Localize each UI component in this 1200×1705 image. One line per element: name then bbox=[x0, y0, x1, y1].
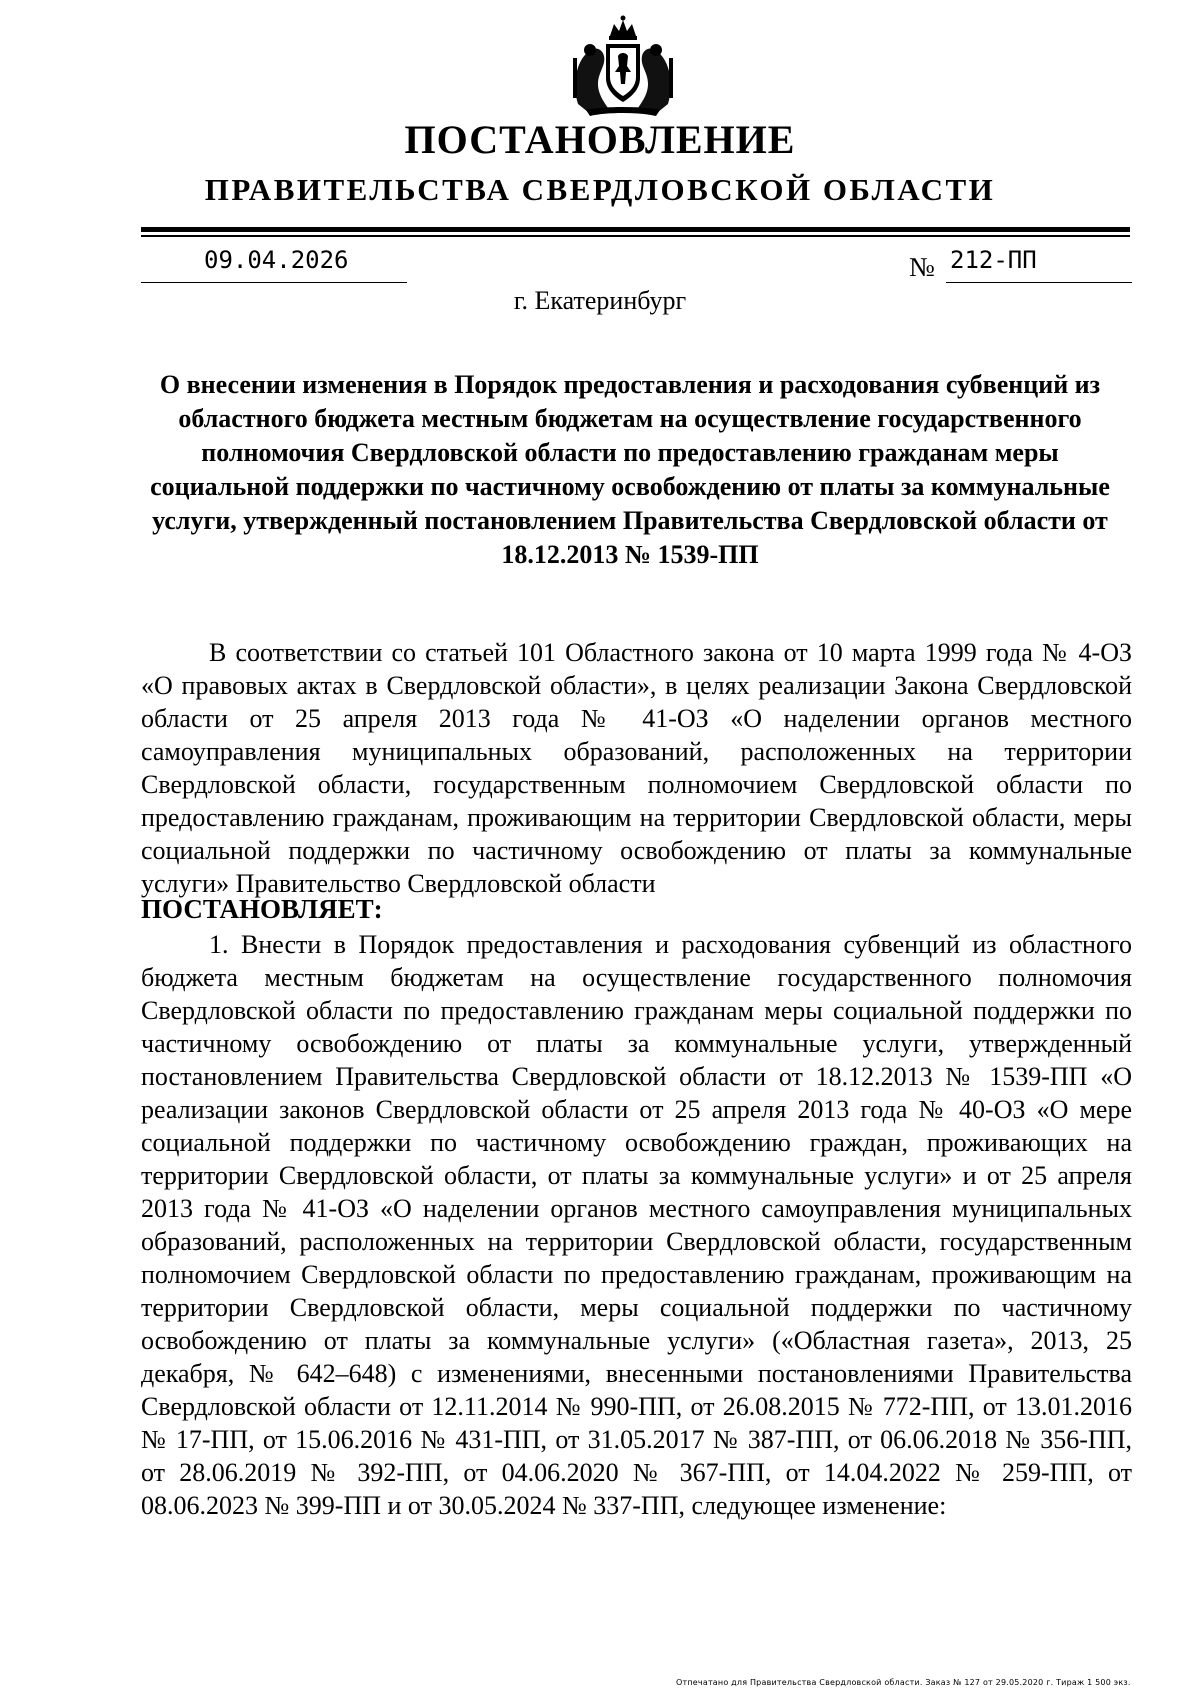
date-underline bbox=[141, 282, 407, 283]
header-rule-thin bbox=[141, 235, 1130, 237]
clause-1-paragraph: 1. Внести в Порядок предоставления и расходования субвенций из областного бюджета местным бюджетам на осуществление государственного полномочия Свердловской области по предоставлению гражданам меры социальной поддержки по частичному освобождению от платы за коммунальные услуги, утвержденный постановлением Правительства Свердловской области от 18.12.2013 № 1539-ПП «О реализации законов Свердловской области от 25 апреля 2013 года № 40-ОЗ «О мере социальной поддержки по частичному освобождению граждан, проживающих на территории Свердловской области, от платы за коммунальные услуги» и от 25 апреля 2013 года № 41-ОЗ «О наделении органов местного самоуправления муниципальных образований, расположенных на территории Свердловской области, государственным полномочием Свердловской области по предоставлению гражданам, проживающим на территории Свердловской области, меры социальной поддержки по частичному освобождению от платы за коммунальные услуги» («Областная газета», 2013, 25 декабря, № 642–648) с изменениями, внесенными постановлениями Правительства Свердловской области от 12.11.2014 № 990-ПП, от 26.08.2015 № 772-ПП, от 13.01.2016 № 17-ПП, от 15.06.2016 № 431-ПП, от 31.05.2017 № 387-ПП, от 06.06.2018 № 356-ПП, от 28.06.2019 № 392-ПП, от 04.06.2020 № 367-ПП, от 14.04.2022 № 259-ПП, от 08.06.2023 № 399-ПП и от 30.05.2024 № 337-ПП, следующее изменение: bbox=[141, 930, 1132, 1520]
document-date: 09.04.2026 bbox=[204, 246, 349, 274]
document-place: г. Екатеринбург bbox=[513, 286, 687, 315]
document-subject: О внесении изменения в Порядок предоставления и расходования субвенций из областного бюджета местным бюджетам на осуществление государственного полномочия Свердловской области по предоставлению гражданам меры социальной поддержки по частичному освобождению от платы за коммунальные услуги, утвержденный постановлением Правительства Свердловской области от 18.12.2013 № 1539-ПП bbox=[150, 370, 1110, 569]
decree-word: ПОСТАНОВЛЯЕТ: bbox=[141, 894, 383, 924]
coat-of-arms-icon bbox=[568, 14, 678, 119]
document-type-title: ПОСТАНОВЛЕНИЕ bbox=[404, 117, 796, 162]
number-underline bbox=[946, 282, 1132, 283]
preamble-paragraph: В соответствии со статьей 101 Областного закона от 10 марта 1999 года № 4-ОЗ «О правовых актах в Свердловской области», в целях реализации Закона Свердловской области от 25 апреля 2013 года № 41-ОЗ «О наделении органов местного самоуправления муниципальных образований, расположенных на территории Свердловской области, государственным полномочием Свердловской области по предоставлению гражданам, проживающим на территории Свердловской области, меры социальной поддержки по частичному освобождению от платы за коммунальные услуги» Правительство Свердловской области bbox=[141, 638, 1132, 898]
number-sign: № bbox=[909, 252, 935, 282]
header-rule-thick bbox=[141, 227, 1130, 232]
issuer-title: ПРАВИТЕЛЬСТВА СВЕРДЛОВСКОЙ ОБЛАСТИ bbox=[204, 172, 996, 207]
print-imprint: Отпечатано для Правительства Свердловской области. Заказ № 127 от 29.05.2020 г. Тираж 1 500 экз. bbox=[676, 1678, 1131, 1687]
document-number: 212-ПП bbox=[950, 246, 1037, 274]
